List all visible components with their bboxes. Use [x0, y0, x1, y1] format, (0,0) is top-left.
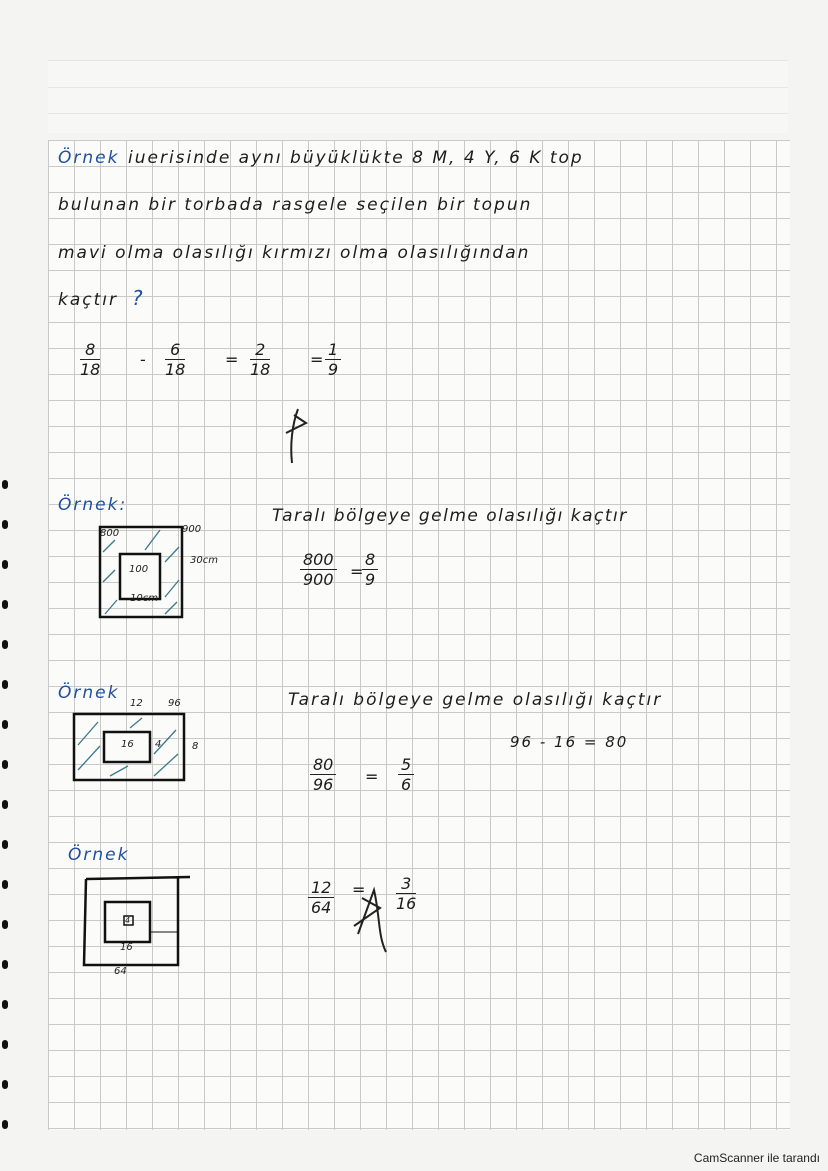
example2-label: Örnek:	[58, 495, 128, 515]
fraction: $\frac{8}{18}$	[80, 340, 101, 379]
operator: =	[225, 350, 239, 369]
fraction: $\frac{80}{96}$	[310, 755, 336, 794]
example1-label: Örnek	[58, 148, 120, 168]
label-outer: 64	[114, 966, 127, 977]
answer-mark-icon	[280, 405, 310, 465]
operator: -	[140, 350, 146, 369]
scanner-watermark: CamScanner ile tarandı	[693, 1151, 820, 1165]
fraction: $\frac{6}{18}$	[165, 340, 186, 379]
fraction: $\frac{800}{900}$	[300, 550, 337, 589]
example3-question: Taralı bölgeye gelme olasılığı kaçtır	[288, 690, 663, 710]
operator: =	[365, 767, 379, 786]
nested-squares-figure	[80, 875, 190, 975]
label-outer-side: 30cm	[190, 555, 218, 566]
label-top-b: 96	[168, 698, 181, 709]
fraction: $\frac{5}{6}$	[398, 755, 414, 794]
spiral-binding-holes	[0, 480, 12, 1140]
fraction: $\frac{2}{18}$	[250, 340, 271, 379]
example1-line: bulunan bir torbada rasgele seçilen bir topun	[58, 195, 533, 215]
label-inner-side: 4	[155, 739, 162, 750]
label-top-a: 12	[130, 698, 143, 709]
example3-calc: 96 - 16 = 80	[510, 733, 629, 751]
example4-label: Örnek	[68, 845, 130, 865]
label-inner: 16	[121, 739, 134, 750]
label-middle: 16	[120, 942, 133, 953]
graph-paper	[48, 140, 790, 1130]
label-total: 900	[182, 524, 202, 535]
label-inner-area: 100	[129, 564, 149, 575]
operator: =	[350, 562, 364, 581]
example1-line: mavi olma olasılığı kırmızı olma olasılığından	[58, 243, 531, 263]
example2-question: Taralı bölgeye gelme olasılığı kaçtır	[272, 506, 628, 526]
label-center: 4	[125, 916, 131, 925]
fraction: $\frac{12}{64}$	[308, 878, 334, 917]
fraction: $\frac{8}{9}$	[362, 550, 378, 589]
example3-label: Örnek	[58, 683, 120, 703]
label-inner-side: 10cm	[130, 593, 158, 604]
fraction: $\frac{3}{16}$	[396, 874, 417, 913]
operator: =	[352, 880, 366, 899]
operator: =	[310, 350, 324, 369]
label-outer-area: 800	[100, 528, 120, 539]
question-mark: ?	[132, 286, 145, 310]
label-outer-side: 8	[192, 741, 199, 752]
example1-line: iuerisinde aynı büyüklükte 8 M, 4 Y, 6 K top	[128, 148, 584, 168]
fraction: $\frac{1}{9}$	[325, 340, 341, 379]
page-header-area	[48, 60, 788, 133]
answer-mark-icon	[350, 886, 390, 956]
example1-line: kaçtır	[58, 290, 118, 310]
